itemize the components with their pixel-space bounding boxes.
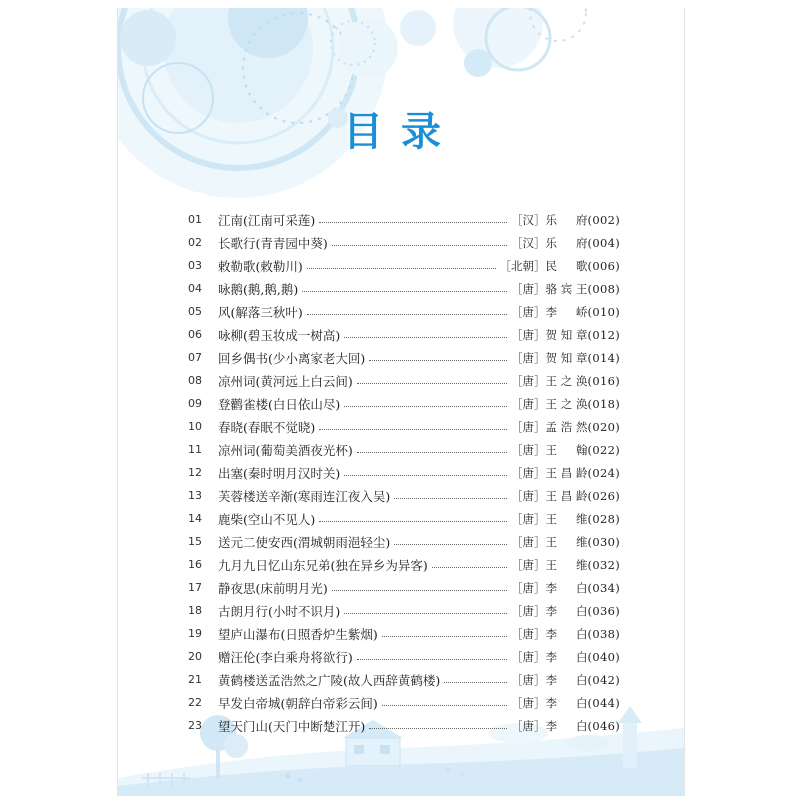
toc-entry[interactable] [188,300,620,323]
toc-entry-page: (024) [587,465,620,480]
dot-leader [394,544,507,545]
toc-entry-dynasty: ［唐］ [511,557,546,572]
toc-entry-page: (018) [587,396,620,411]
toc-entry-author: 贺知章 [545,327,588,342]
dot-leader [369,360,507,361]
toc-entry-dynasty: ［唐］ [511,695,546,710]
dot-leader [319,521,507,522]
toc-entry-number: 19 [188,627,202,640]
toc-entry-dynasty: ［唐］ [511,281,546,296]
toc-entry-author: 王之涣 [545,373,588,388]
toc-entry-title: 古朗月行(小时不识月) [218,603,341,619]
toc-entry[interactable] [188,553,620,576]
dynasty-label: 唐 [522,327,535,342]
dot-leader [344,613,507,614]
toc-entry-page: (034) [587,580,620,595]
toc-entry-page: (046) [587,718,620,733]
toc-entry-number: 21 [188,673,202,686]
dot-leader [332,245,507,246]
toc-entry-dynasty: ［唐］ [511,488,546,503]
toc-entry-number: 20 [188,650,202,663]
toc-entry-author: 王 维 [545,557,588,572]
toc-entry-author: 民 歌 [545,258,588,273]
toc-entry[interactable] [188,438,620,461]
toc-entry-title: 江南(江南可采莲) [218,212,316,228]
toc-entry-dynasty: ［唐］ [511,580,546,595]
toc-entry-dynasty: ［唐］ [511,511,546,526]
toc-entry-title: 早发白帝城(朝辞白帝彩云间) [218,695,378,711]
page-number: 034 [592,580,616,595]
book-page [117,8,685,796]
toc-entry-author: 李 白 [545,718,588,733]
toc-entry-number: 15 [188,535,202,548]
toc-entry-dynasty: ［唐］ [511,419,546,434]
toc-entry-page: (004) [587,235,620,250]
table-of-contents [188,208,620,737]
toc-entry[interactable] [188,622,620,645]
toc-entry-dynasty: ［唐］ [511,442,546,457]
toc-entry-title: 凉州词(黄河远上白云间) [218,373,353,389]
toc-entry-number: 14 [188,512,202,525]
toc-entry-page: (016) [587,373,620,388]
page-number: 030 [592,534,616,549]
dot-leader [319,222,507,223]
toc-entry-dynasty: ［唐］ [511,672,546,687]
toc-entry-author: 贺知章 [545,350,588,365]
toc-entry-dynasty: ［唐］ [511,626,546,641]
toc-entry[interactable] [188,277,620,300]
toc-entry[interactable] [188,599,620,622]
toc-entry-author: 王昌龄 [545,465,588,480]
toc-entry[interactable] [188,691,620,714]
toc-entry-page: (040) [587,649,620,664]
page-number: 018 [592,396,616,411]
toc-entry-dynasty: ［唐］ [511,350,546,365]
dynasty-label: 汉 [522,235,535,250]
page-number: 010 [592,304,616,319]
dynasty-label: 唐 [522,465,535,480]
dynasty-label: 北朝 [511,258,535,273]
toc-entry-number: 16 [188,558,202,571]
toc-entry-title: 登鹳雀楼(白日依山尽) [218,396,341,412]
page-number: 012 [592,327,616,342]
toc-entry-title: 送元二使安西(渭城朝雨浥轻尘) [218,534,391,550]
toc-entry-author: 王 翰 [545,442,588,457]
toc-entry-number: 18 [188,604,202,617]
toc-entry-title: 凉州词(葡萄美酒夜光杯) [218,442,353,458]
dynasty-label: 汉 [522,212,535,227]
dynasty-label: 唐 [522,350,535,365]
toc-entry-page: (008) [587,281,620,296]
dot-leader [432,567,507,568]
toc-entry-title: 咏柳(碧玉妆成一树高) [218,327,341,343]
page-number: 026 [592,488,616,503]
toc-entry-number: 13 [188,489,202,502]
dot-leader [444,682,507,683]
toc-entry-author: 王昌龄 [545,488,588,503]
toc-entry-author: 李 峤 [545,304,588,319]
toc-entry-dynasty: ［唐］ [511,373,546,388]
dynasty-label: 唐 [522,488,535,503]
page-number: 044 [592,695,616,710]
dynasty-label: 唐 [522,672,535,687]
toc-entry-title: 春晓(春眠不觉晓) [218,419,316,435]
dot-leader [307,268,496,269]
toc-entry-dynasty: ［汉］ [511,235,546,250]
toc-entry-dynasty: ［唐］ [511,465,546,480]
toc-entry-number: 09 [188,397,202,410]
toc-entry-author: 李 白 [545,695,588,710]
page-number: 038 [592,626,616,641]
toc-entry-title: 风(解落三秋叶) [218,304,303,320]
toc-entry-title: 敕勒歌(敕勒川) [218,258,303,274]
toc-entry-page: (042) [587,672,620,687]
toc-entry-author: 骆宾王 [545,281,588,296]
dot-leader [302,291,507,292]
dynasty-label: 唐 [522,396,535,411]
toc-entry-page: (032) [587,557,620,572]
toc-entry-dynasty: ［汉］ [511,212,546,227]
toc-entry-title: 望庐山瀑布(日照香炉生紫烟) [218,626,378,642]
toc-entry[interactable] [188,530,620,553]
toc-entry-page: (036) [587,603,620,618]
toc-entry[interactable] [188,645,620,668]
toc-entry-dynasty: ［唐］ [511,327,546,342]
toc-entry-dynasty: ［唐］ [511,534,546,549]
toc-entry-page: (038) [587,626,620,641]
toc-entry-author: 李 白 [545,626,588,641]
toc-entry[interactable] [188,668,620,691]
dynasty-label: 唐 [522,419,535,434]
toc-entry[interactable] [188,231,620,254]
toc-entry-number: 08 [188,374,202,387]
dynasty-label: 唐 [522,603,535,618]
dot-leader [357,383,507,384]
dot-leader [369,728,507,729]
page-number: 020 [592,419,616,434]
toc-entry-number: 10 [188,420,202,433]
dot-leader [319,429,507,430]
page-number: 004 [592,235,616,250]
dot-leader [357,452,507,453]
toc-entry-number: 17 [188,581,202,594]
page-number: 032 [592,557,616,572]
toc-entry-number: 22 [188,696,202,709]
toc-entry-number: 23 [188,719,202,732]
toc-entry-author: 王 维 [545,534,588,549]
toc-entry-page: (022) [587,442,620,457]
toc-entry-dynasty: ［唐］ [511,718,546,733]
dynasty-label: 唐 [522,580,535,595]
toc-entry-author: 李 白 [545,603,588,618]
toc-entry-title: 芙蓉楼送辛渐(寒雨连江夜入吴) [218,488,391,504]
toc-entry-page: (002) [587,212,620,227]
toc-entry-author: 李 白 [545,672,588,687]
toc-entry[interactable] [188,461,620,484]
toc-entry[interactable] [188,507,620,530]
toc-entry-number: 07 [188,351,202,364]
dynasty-label: 唐 [522,557,535,572]
toc-entry-title: 回乡偶书(少小离家老大回) [218,350,366,366]
toc-entry-page: (014) [587,350,620,365]
toc-entry-page: (030) [587,534,620,549]
page-title: 目录 [343,109,459,155]
toc-entry[interactable] [188,415,620,438]
dynasty-label: 唐 [522,695,535,710]
toc-entry[interactable] [188,323,620,346]
toc-entry[interactable] [188,208,620,231]
page-number: 040 [592,649,616,664]
toc-entry-page: (026) [587,488,620,503]
dot-leader [332,590,507,591]
toc-entry-number: 11 [188,443,202,456]
dot-leader [394,498,507,499]
dynasty-label: 唐 [522,281,535,296]
dot-leader [307,314,507,315]
toc-entry-author: 李 白 [545,580,588,595]
page-number: 002 [592,212,616,227]
toc-entry[interactable] [188,254,620,277]
toc-entry-title: 咏鹅(鹅,鹅,鹅) [218,281,299,297]
toc-entry-page: (006) [587,258,620,273]
toc-entry[interactable] [188,576,620,599]
dynasty-label: 唐 [522,511,535,526]
toc-entry-page: (012) [587,327,620,342]
toc-entry-author: 乐 府 [545,212,588,227]
page-number: 042 [592,672,616,687]
toc-entry[interactable] [188,484,620,507]
toc-entry-number: 02 [188,236,202,249]
dot-leader [382,705,507,706]
toc-entry-author: 乐 府 [545,235,588,250]
dynasty-label: 唐 [522,304,535,319]
page-number: 024 [592,465,616,480]
toc-entry-title: 赠汪伦(李白乘舟将欲行) [218,649,353,665]
toc-entry-author: 王 维 [545,511,588,526]
toc-entry-dynasty: ［北朝］ [499,258,546,273]
toc-entry-page: (020) [587,419,620,434]
toc-entry[interactable] [188,346,620,369]
toc-entry-title: 望天门山(天门中断楚江开) [218,718,366,734]
dot-leader [344,475,507,476]
toc-entry-page: (044) [587,695,620,710]
toc-entry-number: 05 [188,305,202,318]
page-number: 008 [592,281,616,296]
page-number: 014 [592,350,616,365]
dynasty-label: 唐 [522,442,535,457]
dynasty-label: 唐 [522,373,535,388]
page-number: 028 [592,511,616,526]
toc-entry-number: 01 [188,213,202,226]
dynasty-label: 唐 [522,649,535,664]
toc-entry-title: 九月九日忆山东兄弟(独在异乡为异客) [218,557,428,573]
toc-entry[interactable] [188,714,620,737]
toc-entry-author: 孟浩然 [545,419,588,434]
toc-entry-number: 06 [188,328,202,341]
toc-entry-page: (010) [587,304,620,319]
dynasty-label: 唐 [522,534,535,549]
toc-entry-dynasty: ［唐］ [511,304,546,319]
dot-leader [344,406,507,407]
dynasty-label: 唐 [522,718,535,733]
toc-entry-title: 黄鹤楼送孟浩然之广陵(故人西辞黄鹤楼) [218,672,441,688]
toc-entry-number: 04 [188,282,202,295]
toc-entry-title: 静夜思(床前明月光) [218,580,328,596]
toc-entry-title: 长歌行(青青园中葵) [218,235,328,251]
toc-entry-dynasty: ［唐］ [511,603,546,618]
toc-entry[interactable] [188,369,620,392]
page-number: 046 [592,718,616,733]
toc-entry-page: (028) [587,511,620,526]
dot-leader [382,636,507,637]
toc-entry-title: 鹿柴(空山不见人) [218,511,316,527]
page-number: 036 [592,603,616,618]
toc-entry-title: 出塞(秦时明月汉时关) [218,465,341,481]
dynasty-label: 唐 [522,626,535,641]
page-number: 022 [592,442,616,457]
toc-entry-number: 12 [188,466,202,479]
toc-entry-author: 李 白 [545,649,588,664]
dot-leader [344,337,507,338]
toc-entry[interactable] [188,392,620,415]
dot-leader [357,659,507,660]
toc-entry-author: 王之涣 [545,396,588,411]
page-number: 016 [592,373,616,388]
toc-entry-number: 03 [188,259,202,272]
toc-entry-dynasty: ［唐］ [511,649,546,664]
page-number: 006 [592,258,616,273]
toc-entry-dynasty: ［唐］ [511,396,546,411]
